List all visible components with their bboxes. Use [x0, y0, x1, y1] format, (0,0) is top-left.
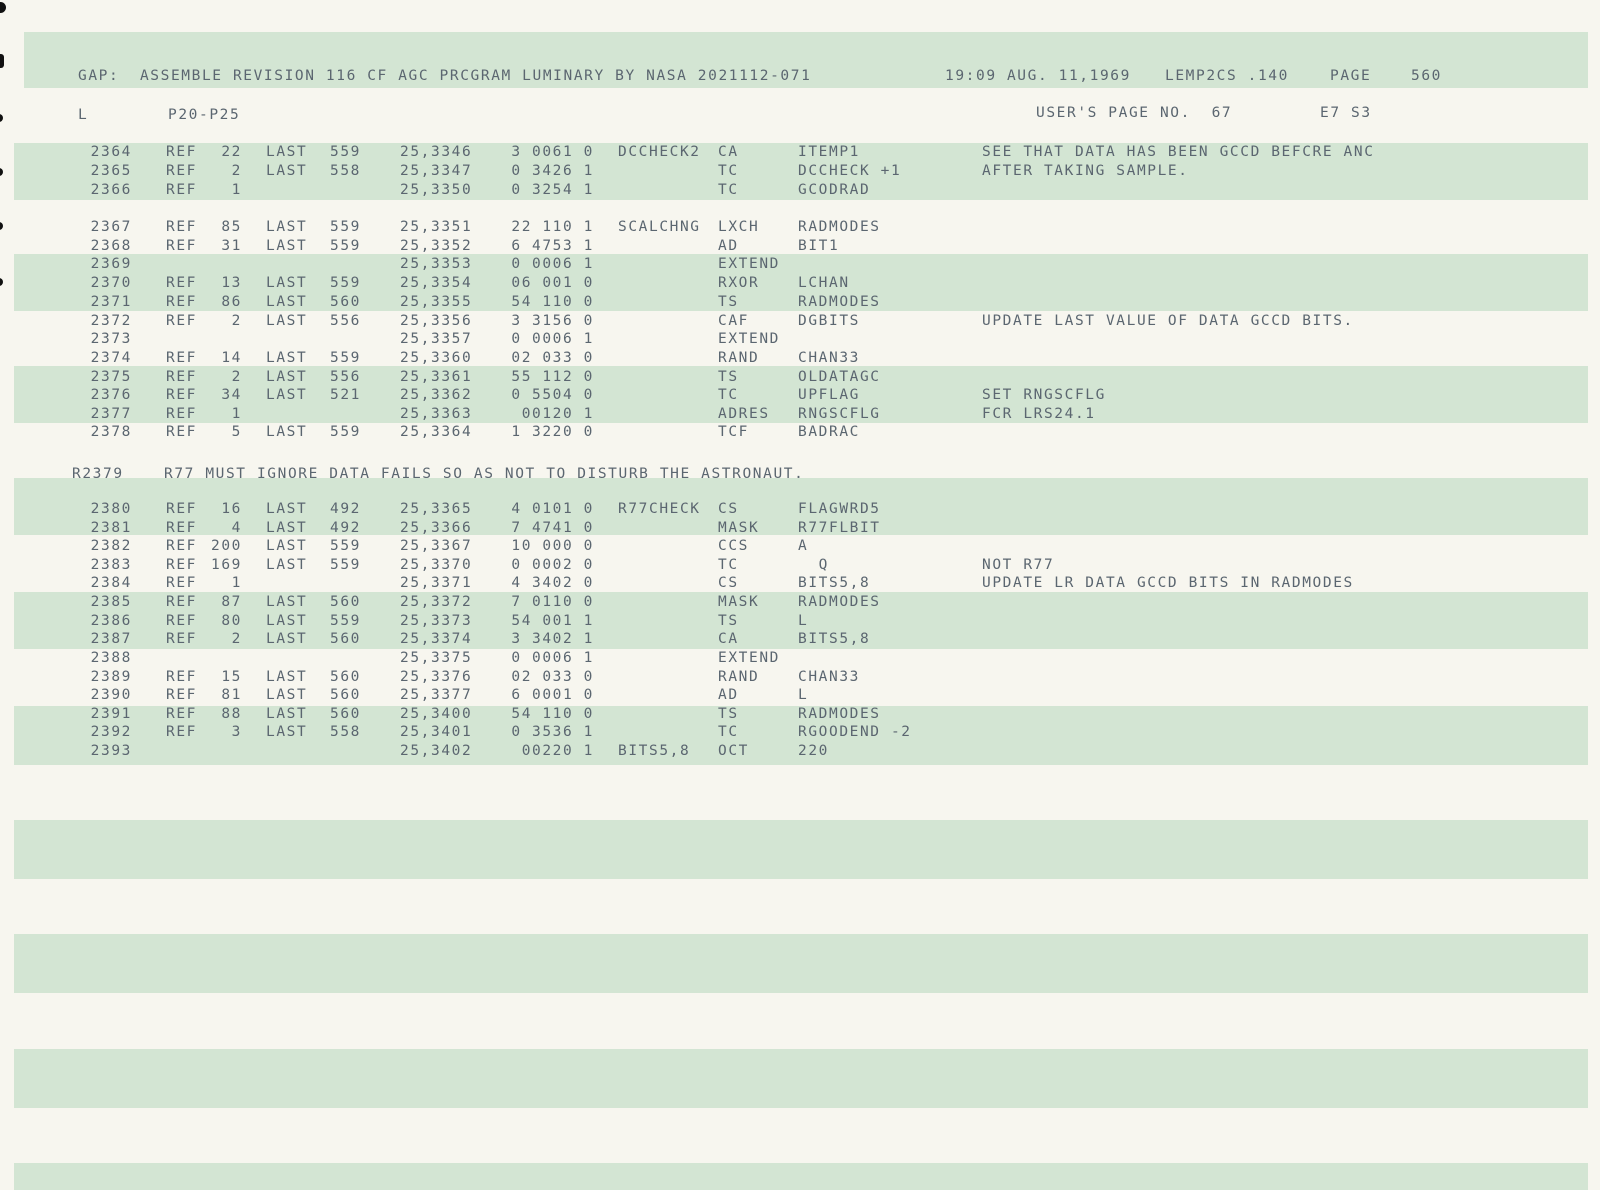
opcode: TS: [718, 294, 739, 310]
ref-keyword: REF: [166, 631, 197, 647]
operand: A: [798, 538, 809, 554]
last-page: 559: [330, 238, 361, 254]
line-number: 2390: [90, 687, 132, 703]
listing-timestamp: 19:09 AUG. 11,1969: [945, 68, 1131, 84]
operand: GCODRAD: [798, 182, 871, 198]
ref-keyword: REF: [166, 350, 197, 366]
ref-count: 2: [231, 313, 242, 329]
line-number: 2377: [90, 406, 132, 422]
octal-word: 1 3220 0: [511, 424, 594, 440]
ref-keyword: REF: [166, 406, 197, 422]
last-keyword: LAST: [266, 350, 308, 366]
opcode: CCS: [718, 538, 749, 554]
last-keyword: LAST: [266, 369, 308, 385]
page-number: 560: [1411, 68, 1442, 84]
ref-count: 85: [221, 219, 242, 235]
octal-word: 0 5504 0: [511, 387, 594, 403]
ref-keyword: REF: [166, 424, 197, 440]
last-keyword: LAST: [266, 238, 308, 254]
octal-word: 3 0061 0: [511, 144, 594, 160]
tractor-hole: [0, 54, 4, 68]
ref-count: 16: [221, 501, 242, 517]
ref-keyword: REF: [166, 387, 197, 403]
address: 25,3350: [400, 182, 473, 198]
last-page: 559: [330, 144, 361, 160]
last-page: 560: [330, 687, 361, 703]
opcode: RXOR: [718, 275, 760, 291]
ref-keyword: REF: [166, 313, 197, 329]
operand: RADMODES: [798, 706, 881, 722]
ref-keyword: REF: [166, 275, 197, 291]
address: 25,3364: [400, 424, 473, 440]
octal-word: 0 3536 1: [511, 724, 594, 740]
listing-marker: L: [78, 107, 89, 123]
operand: L: [798, 613, 809, 629]
remark-line-number: R2379: [72, 466, 124, 482]
address: 25,3352: [400, 238, 473, 254]
line-number: 2376: [90, 387, 132, 403]
last-page: 560: [330, 706, 361, 722]
operand: RGOODEND -2: [798, 724, 912, 740]
opcode: TS: [718, 706, 739, 722]
last-page: 560: [330, 669, 361, 685]
comment: NOT R77: [982, 557, 1055, 573]
ref-keyword: REF: [166, 724, 197, 740]
opcode: CA: [718, 144, 739, 160]
ref-keyword: REF: [166, 520, 197, 536]
last-keyword: LAST: [266, 594, 308, 610]
octal-word: 6 0001 0: [511, 687, 594, 703]
remark-text: R77 MUST IGNORE DATA FAILS SO AS NOT TO DISTURB THE ASTRONAUT.: [164, 466, 805, 482]
ref-keyword: REF: [166, 575, 197, 591]
ref-count: 15: [221, 669, 242, 685]
last-keyword: LAST: [266, 687, 308, 703]
ref-count: 22: [221, 144, 242, 160]
ref-count: 81: [221, 687, 242, 703]
address: 25,3402: [400, 743, 473, 759]
operand: RNGSCFLG: [798, 406, 881, 422]
operand: OLDATAGC: [798, 369, 881, 385]
line-number: 2368: [90, 238, 132, 254]
symbol-label: BITS5,8: [618, 743, 691, 759]
octal-word: 0 3254 1: [511, 182, 594, 198]
ref-keyword: REF: [166, 369, 197, 385]
octal-word: 00220 1: [521, 743, 594, 759]
tractor-hole: [0, 278, 3, 286]
last-keyword: LAST: [266, 275, 308, 291]
address: 25,3362: [400, 387, 473, 403]
ref-count: 87: [221, 594, 242, 610]
opcode: CS: [718, 575, 739, 591]
opcode: ADRES: [718, 406, 770, 422]
opcode: TS: [718, 369, 739, 385]
octal-word: 55 112 0: [511, 369, 594, 385]
last-keyword: LAST: [266, 613, 308, 629]
ref-count: 2: [231, 369, 242, 385]
ref-count: 4: [231, 520, 242, 536]
opcode: OCT: [718, 743, 749, 759]
operand: R77FLBIT: [798, 520, 881, 536]
ref-keyword: REF: [166, 538, 197, 554]
ref-count: 34: [221, 387, 242, 403]
opcode: RAND: [718, 669, 760, 685]
address: 25,3354: [400, 275, 473, 291]
tractor-hole: [0, 114, 3, 122]
line-number: 2373: [90, 331, 132, 347]
last-page: 556: [330, 369, 361, 385]
listing-job: LEMP2CS .140: [1165, 68, 1289, 84]
last-page: 559: [330, 538, 361, 554]
paper-band: [14, 934, 1588, 993]
last-keyword: LAST: [266, 387, 308, 403]
octal-word: 0 0006 1: [511, 331, 594, 347]
operand: BADRAC: [798, 424, 860, 440]
last-page: 559: [330, 424, 361, 440]
comment: UPDATE LR DATA GCCD BITS IN RADMODES: [982, 575, 1354, 591]
last-keyword: LAST: [266, 144, 308, 160]
line-number: 2370: [90, 275, 132, 291]
opcode: MASK: [718, 594, 760, 610]
ref-keyword: REF: [166, 163, 197, 179]
address: 25,3400: [400, 706, 473, 722]
operand: RADMODES: [798, 294, 881, 310]
line-number: 2386: [90, 613, 132, 629]
address: 25,3351: [400, 219, 473, 235]
last-page: 560: [330, 294, 361, 310]
last-page: 556: [330, 313, 361, 329]
operand: LCHAN: [798, 275, 850, 291]
line-number: 2367: [90, 219, 132, 235]
address: 25,3347: [400, 163, 473, 179]
address: 25,3371: [400, 575, 473, 591]
opcode: CAF: [718, 313, 749, 329]
last-page: 560: [330, 594, 361, 610]
address: 25,3401: [400, 724, 473, 740]
ref-count: 14: [221, 350, 242, 366]
opcode: EXTEND: [718, 331, 780, 347]
last-keyword: LAST: [266, 219, 308, 235]
address: 25,3373: [400, 613, 473, 629]
octal-word: 7 4741 0: [511, 520, 594, 536]
ref-keyword: REF: [166, 501, 197, 517]
ref-keyword: REF: [166, 294, 197, 310]
line-number: 2380: [90, 501, 132, 517]
opcode: CS: [718, 501, 739, 517]
octal-word: 0 0002 0: [511, 557, 594, 573]
line-number: 2385: [90, 594, 132, 610]
line-number: 2388: [90, 650, 132, 666]
opcode: CA: [718, 631, 739, 647]
octal-word: 06 001 0: [511, 275, 594, 291]
ref-keyword: REF: [166, 557, 197, 573]
line-number: 2384: [90, 575, 132, 591]
comment: FCR LRS24.1: [982, 406, 1096, 422]
line-number: 2378: [90, 424, 132, 440]
ref-count: 80: [221, 613, 242, 629]
octal-word: 0 0006 1: [511, 650, 594, 666]
line-number: 2372: [90, 313, 132, 329]
address: 25,3366: [400, 520, 473, 536]
line-number: 2382: [90, 538, 132, 554]
last-page: 492: [330, 520, 361, 536]
operand: ITEMP1: [798, 144, 860, 160]
opcode: EXTEND: [718, 256, 780, 272]
page-label: PAGE: [1330, 68, 1372, 84]
address: 25,3370: [400, 557, 473, 573]
ref-count: 1: [231, 182, 242, 198]
address: 25,3376: [400, 669, 473, 685]
line-number: 2387: [90, 631, 132, 647]
line-number: 2393: [90, 743, 132, 759]
address: 25,3355: [400, 294, 473, 310]
line-number: 2366: [90, 182, 132, 198]
last-keyword: LAST: [266, 538, 308, 554]
line-number: 2392: [90, 724, 132, 740]
ref-keyword: REF: [166, 594, 197, 610]
symbol-label: R77CHECK: [618, 501, 701, 517]
address: 25,3377: [400, 687, 473, 703]
last-page: 521: [330, 387, 361, 403]
address: 25,3356: [400, 313, 473, 329]
last-page: 559: [330, 613, 361, 629]
address: 25,3365: [400, 501, 473, 517]
listing-title: GAP: ASSEMBLE REVISION 116 CF AGC PRCGRAM LUMINARY BY NASA 2021112-071: [78, 68, 812, 84]
ref-keyword: REF: [166, 219, 197, 235]
ref-keyword: REF: [166, 238, 197, 254]
opcode: TS: [718, 613, 739, 629]
ref-count: 5: [231, 424, 242, 440]
opcode: AD: [718, 238, 739, 254]
tractor-hole: [0, 168, 3, 176]
last-page: 492: [330, 501, 361, 517]
opcode: TCF: [718, 424, 749, 440]
ref-count: 2: [231, 163, 242, 179]
ref-count: 86: [221, 294, 242, 310]
ref-count: 1: [231, 406, 242, 422]
last-page: 559: [330, 219, 361, 235]
octal-word: 02 033 0: [511, 669, 594, 685]
last-keyword: LAST: [266, 501, 308, 517]
ref-keyword: REF: [166, 687, 197, 703]
ref-count: 1: [231, 575, 242, 591]
octal-word: 6 4753 1: [511, 238, 594, 254]
address: 25,3363: [400, 406, 473, 422]
opcode: LXCH: [718, 219, 760, 235]
symbol-label: DCCHECK2: [618, 144, 701, 160]
octal-word: 0 0006 1: [511, 256, 594, 272]
operand: BITS5,8: [798, 575, 871, 591]
ref-count: 200: [211, 538, 242, 554]
line-number: 2383: [90, 557, 132, 573]
octal-word: 0 3426 1: [511, 163, 594, 179]
ref-count: 13: [221, 275, 242, 291]
line-number: 2371: [90, 294, 132, 310]
opcode: AD: [718, 687, 739, 703]
opcode: TC: [718, 557, 739, 573]
operand: CHAN33: [798, 350, 860, 366]
operand: RADMODES: [798, 594, 881, 610]
paper-band: [14, 820, 1588, 879]
operand: L: [798, 687, 809, 703]
line-number: 2369: [90, 256, 132, 272]
ref-count: 2: [231, 631, 242, 647]
octal-word: 54 110 0: [511, 294, 594, 310]
line-number: 2391: [90, 706, 132, 722]
last-page: 558: [330, 163, 361, 179]
operand: DGBITS: [798, 313, 860, 329]
last-keyword: LAST: [266, 669, 308, 685]
address: 25,3360: [400, 350, 473, 366]
address: 25,3375: [400, 650, 473, 666]
operand: BITS5,8: [798, 631, 871, 647]
address: 25,3361: [400, 369, 473, 385]
ref-keyword: REF: [166, 182, 197, 198]
comment: AFTER TAKING SAMPLE.: [982, 163, 1189, 179]
octal-word: 4 0101 0: [511, 501, 594, 517]
line-number: 2374: [90, 350, 132, 366]
last-keyword: LAST: [266, 706, 308, 722]
last-page: 560: [330, 631, 361, 647]
last-keyword: LAST: [266, 313, 308, 329]
section-code: E7 S3: [1320, 105, 1372, 121]
comment: SEE THAT DATA HAS BEEN GCCD BEFCRE ANC: [982, 144, 1375, 160]
address: 25,3374: [400, 631, 473, 647]
last-page: 559: [330, 557, 361, 573]
address: 25,3353: [400, 256, 473, 272]
last-page: 558: [330, 724, 361, 740]
operand: FLAGWRD5: [798, 501, 881, 517]
opcode: MASK: [718, 520, 760, 536]
address: 25,3357: [400, 331, 473, 347]
operand: Q: [798, 557, 829, 573]
octal-word: 54 001 1: [511, 613, 594, 629]
octal-word: 3 3156 0: [511, 313, 594, 329]
paper-band: [14, 1049, 1588, 1108]
last-keyword: LAST: [266, 520, 308, 536]
line-number: 2381: [90, 520, 132, 536]
octal-word: 00120 1: [521, 406, 594, 422]
address: 25,3372: [400, 594, 473, 610]
octal-word: 02 033 0: [511, 350, 594, 366]
users-page: USER'S PAGE NO. 67: [1036, 105, 1233, 121]
last-keyword: LAST: [266, 294, 308, 310]
line-number: 2389: [90, 669, 132, 685]
opcode: TC: [718, 724, 739, 740]
ref-count: 88: [221, 706, 242, 722]
comment: UPDATE LAST VALUE OF DATA GCCD BITS.: [982, 313, 1354, 329]
operand: UPFLAG: [798, 387, 860, 403]
line-number: 2375: [90, 369, 132, 385]
ref-count: 3: [231, 724, 242, 740]
tractor-hole: [0, 222, 3, 230]
octal-word: 4 3402 0: [511, 575, 594, 591]
last-keyword: LAST: [266, 163, 308, 179]
ref-keyword: REF: [166, 613, 197, 629]
tractor-hole: [0, 2, 6, 13]
last-keyword: LAST: [266, 424, 308, 440]
octal-word: 22 110 1: [511, 219, 594, 235]
operand: DCCHECK +1: [798, 163, 902, 179]
address: 25,3346: [400, 144, 473, 160]
last-keyword: LAST: [266, 631, 308, 647]
octal-word: 7 0110 0: [511, 594, 594, 610]
octal-word: 10 000 0: [511, 538, 594, 554]
ref-keyword: REF: [166, 706, 197, 722]
opcode: TC: [718, 387, 739, 403]
operand: 220: [798, 743, 829, 759]
last-keyword: LAST: [266, 557, 308, 573]
last-keyword: LAST: [266, 724, 308, 740]
address: 25,3367: [400, 538, 473, 554]
opcode: EXTEND: [718, 650, 780, 666]
octal-word: 54 110 0: [511, 706, 594, 722]
section-name: P20-P25: [168, 107, 241, 123]
opcode: RAND: [718, 350, 760, 366]
opcode: TC: [718, 182, 739, 198]
ref-keyword: REF: [166, 144, 197, 160]
operand: RADMODES: [798, 219, 881, 235]
line-number: 2364: [90, 144, 132, 160]
last-page: 559: [330, 350, 361, 366]
comment: SET RNGSCFLG: [982, 387, 1106, 403]
operand: BIT1: [798, 238, 840, 254]
paper-band: [14, 1163, 1588, 1190]
ref-count: 31: [221, 238, 242, 254]
line-number: 2365: [90, 163, 132, 179]
octal-word: 3 3402 1: [511, 631, 594, 647]
symbol-label: SCALCHNG: [618, 219, 701, 235]
ref-count: 169: [211, 557, 242, 573]
ref-keyword: REF: [166, 669, 197, 685]
opcode: TC: [718, 163, 739, 179]
last-page: 559: [330, 275, 361, 291]
operand: CHAN33: [798, 669, 860, 685]
